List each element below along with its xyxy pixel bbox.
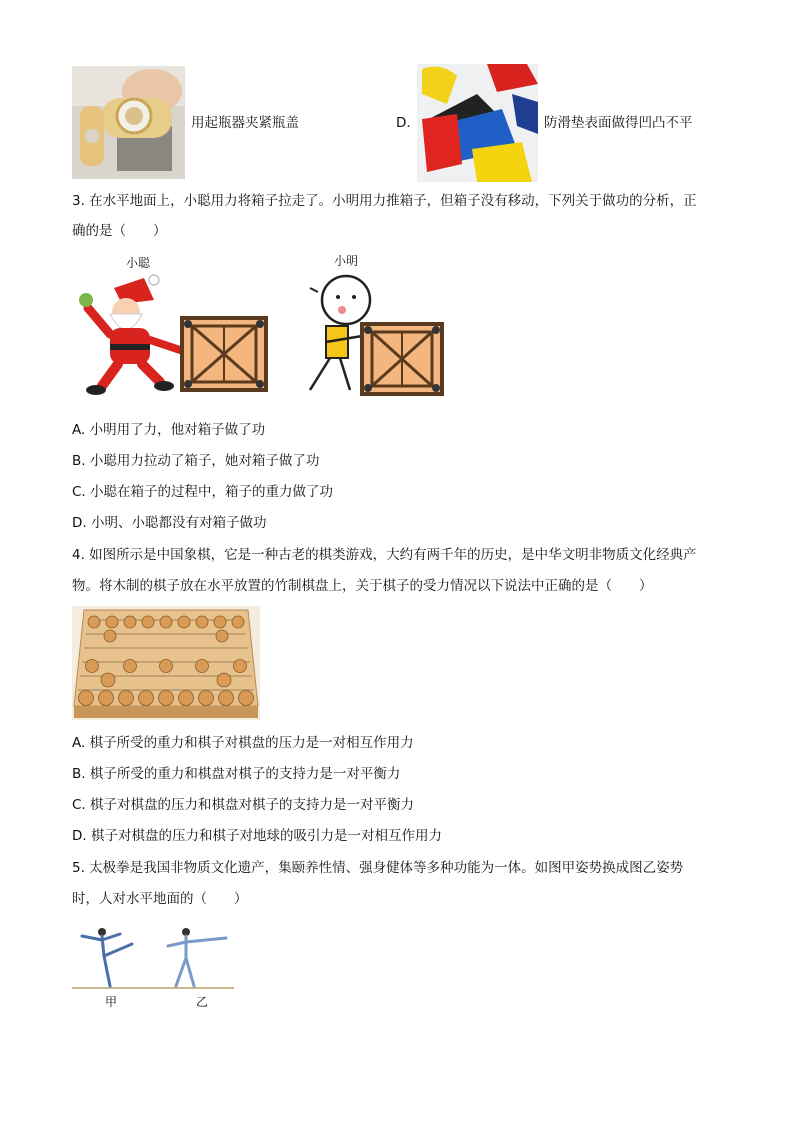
q3-option-c: C. 小聪在箱子的过程中，箱子的重力做了功 bbox=[72, 484, 334, 500]
option-c-image bbox=[72, 66, 185, 179]
q4-option-c: C. 棋子对棋盘的压力和棋盘对棋子的支持力是一对平衡力 bbox=[72, 797, 415, 813]
box-1-icon bbox=[182, 318, 266, 390]
q4-option-b: B. 棋子所受的重力和棋盘对棋子的支持力是一对平衡力 bbox=[72, 766, 401, 782]
label-xiaoming: 小明 bbox=[334, 254, 359, 268]
q4-stem-line1: 4. 如图所示是中国象棋，它是一种古老的棋类游戏，大约有两千年的历史，是中华文明非物质文化经典产 bbox=[72, 547, 697, 563]
option-d-image bbox=[417, 64, 538, 182]
santa-figure-icon bbox=[79, 275, 184, 395]
bottle-opener-icon bbox=[72, 66, 185, 179]
q5-stem-line2: 时，人对水平地面的（ ） bbox=[72, 891, 248, 907]
box-2-icon bbox=[362, 324, 442, 394]
q3-stem-line2: 确的是（ ） bbox=[72, 223, 167, 239]
taichi-figures-icon bbox=[72, 922, 234, 992]
label-yi: 乙 bbox=[196, 995, 209, 1009]
label-xiaocong: 小聪 bbox=[126, 256, 151, 270]
q5-taichi-image bbox=[72, 922, 234, 992]
q5-stem-line1: 5. 太极拳是我国非物质文化遗产，集颐养性情、强身健体等多种功能为一体。如图甲姿势换成图乙姿势 bbox=[72, 860, 684, 876]
figure-yi-icon bbox=[168, 928, 226, 986]
push-pull-box-icon bbox=[74, 270, 446, 402]
label-jia: 甲 bbox=[105, 995, 118, 1009]
q3-option-b: B. 小聪用力拉动了箱子，她对箱子做了功 bbox=[72, 453, 320, 469]
option-d-letter: D. bbox=[396, 115, 411, 131]
q4-chess-image bbox=[72, 606, 260, 720]
q3-stem-line1: 3. 在水平地面上，小聪用力将箱子拉走了。小明用力推箱子，但箱子没有移动，下列关于做功的分析，正 bbox=[72, 193, 697, 209]
option-d-text: 防滑垫表面做得凹凸不平 bbox=[544, 115, 693, 131]
figure-jia-icon bbox=[82, 928, 132, 986]
chinese-chess-icon bbox=[72, 606, 260, 720]
anti-slip-mats-icon bbox=[417, 64, 538, 182]
q3-option-d: D. 小明、小聪都没有对箱子做功 bbox=[72, 515, 267, 531]
option-c-text: 用起瓶器夹紧瓶盖 bbox=[191, 115, 299, 131]
q3-option-a: A. 小明用了力，他对箱子做了功 bbox=[72, 422, 266, 438]
q4-option-d: D. 棋子对棋盘的压力和棋子对地球的吸引力是一对相互作用力 bbox=[72, 828, 442, 844]
q4-stem-line2: 物。将木制的棋子放在水平放置的竹制棋盘上，关于棋子的受力情况以下说法中正确的是（ ） bbox=[72, 578, 653, 594]
q4-option-a: A. 棋子所受的重力和棋子对棋盘的压力是一对相互作用力 bbox=[72, 735, 414, 751]
q3-illustration bbox=[74, 270, 446, 402]
